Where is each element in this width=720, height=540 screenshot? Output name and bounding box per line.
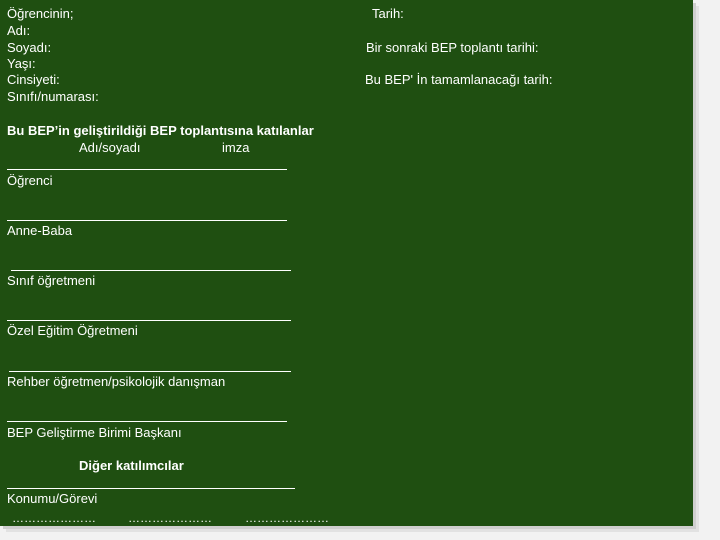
role-label-special-ed-teacher: Özel Eğitim Öğretmeni <box>7 323 138 338</box>
column-signature-header: imza <box>222 140 250 155</box>
student-gender-label: Cinsiyeti: <box>7 72 60 87</box>
dotted-placeholder: ………………… <box>245 511 329 525</box>
column-name-header: Adı/soyadı <box>79 140 141 155</box>
signature-line <box>7 320 291 321</box>
dotted-placeholder: ………………… <box>128 511 212 525</box>
completion-date-label: Bu BEP' İn tamamlanacağı tarih: <box>365 72 553 87</box>
role-label-class-teacher: Sınıf öğretmeni <box>7 273 96 288</box>
other-role-label: Konumu/Görevi <box>7 491 98 506</box>
student-heading: Öğrencinin; <box>7 6 74 21</box>
participants-heading: Bu BEP’in geliştirildiği BEP toplantısına katılanlar <box>7 123 314 138</box>
signature-line <box>11 270 291 271</box>
signature-line <box>7 220 287 221</box>
student-age-label: Yaşı: <box>7 56 36 71</box>
date-label: Tarih: <box>372 6 404 21</box>
signature-line <box>7 421 287 422</box>
other-participants-heading: Diğer katılımcılar <box>79 458 184 473</box>
student-class-label: Sınıfı/numarası: <box>7 89 99 104</box>
dotted-placeholder: ………………… <box>12 511 96 525</box>
student-name-label: Adı: <box>7 23 31 38</box>
role-label-parents: Anne-Baba <box>7 223 73 238</box>
signature-line <box>7 488 295 489</box>
role-label-bep-head: BEP Geliştirme Birimi Başkanı <box>7 425 182 440</box>
role-label-counselor: Rehber öğretmen/psikolojik danışman <box>7 374 226 389</box>
next-meeting-date-label: Bir sonraki BEP toplantı tarihi: <box>366 40 539 55</box>
student-surname-label: Soyadı: <box>7 40 52 55</box>
role-label-student: Öğrenci <box>7 173 53 188</box>
signature-line <box>9 371 291 372</box>
signature-line <box>7 169 287 170</box>
